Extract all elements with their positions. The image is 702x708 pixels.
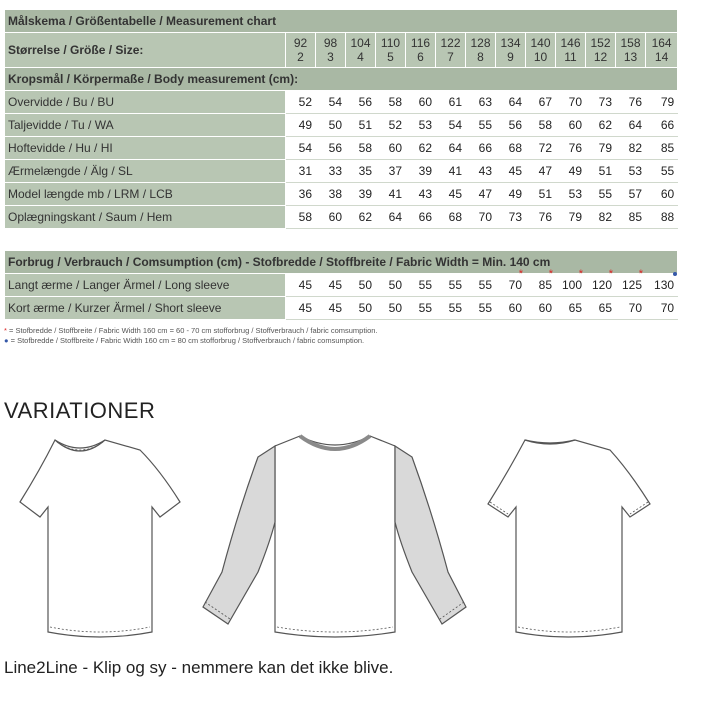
measurement-value: 62 xyxy=(586,114,616,137)
fabric-value xyxy=(436,297,466,320)
measurement-value: 79 xyxy=(586,137,616,160)
size-cm: 164 xyxy=(651,36,672,50)
measurement-value: 38 xyxy=(316,183,346,206)
measurement-value: 53 xyxy=(406,114,436,137)
measurement-value: 82 xyxy=(616,137,646,160)
measurement-value: 45 xyxy=(436,183,466,206)
fabric-value xyxy=(466,274,496,297)
measurement-value: 61 xyxy=(436,91,466,114)
measurement-value: 37 xyxy=(376,160,406,183)
measurement-value: 58 xyxy=(526,114,556,137)
measurement-value: 79 xyxy=(646,91,678,114)
measurement-value: 85 xyxy=(646,137,678,160)
measurement-value: 49 xyxy=(496,183,526,206)
measurement-row xyxy=(5,114,678,137)
fabric-value xyxy=(376,274,406,297)
measurement-value: 68 xyxy=(436,206,466,229)
size-cm: 98 xyxy=(323,36,338,50)
size-number: 4 xyxy=(357,50,364,64)
size-number: 10 xyxy=(533,50,548,64)
short-sleeve-tee-back xyxy=(488,440,650,637)
measurement-row xyxy=(5,160,678,183)
size-cm: 122 xyxy=(440,36,461,50)
measurement-value: 60 xyxy=(406,91,436,114)
measurement-value: 62 xyxy=(406,137,436,160)
red-star-icon: * xyxy=(578,268,583,280)
fabric-value-text: 45 xyxy=(328,278,342,292)
fabric-value-text: 120 xyxy=(591,278,612,292)
fabric-value xyxy=(586,297,616,320)
fabric-value-text: 45 xyxy=(298,278,312,292)
fabric-value-text: 50 xyxy=(358,301,372,315)
short-sleeve-tee-front xyxy=(20,440,180,637)
measurement-value: 60 xyxy=(376,137,406,160)
size-cm: 128 xyxy=(470,36,491,50)
fabric-value-text: 125 xyxy=(621,278,642,292)
size-cm: 152 xyxy=(590,36,611,50)
fabric-value-text: 50 xyxy=(388,278,402,292)
size-column-header xyxy=(466,33,496,68)
dot-symbol: ● xyxy=(4,336,9,345)
measurement-value: 36 xyxy=(286,183,316,206)
size-column-header xyxy=(376,33,406,68)
measurement-value: 55 xyxy=(586,183,616,206)
tagline: Line2Line - Klip og sy - nemmere kan det ikke blive. xyxy=(4,658,394,677)
measurement-value: 51 xyxy=(346,114,376,137)
star-symbol: * xyxy=(4,326,7,335)
measurement-value: 76 xyxy=(616,91,646,114)
fabric-consumption-chart xyxy=(4,250,678,320)
measurement-value: 73 xyxy=(496,206,526,229)
fabric-row-label: Kort ærme / Kurzer Ärmel / Short sleeve xyxy=(5,297,286,320)
measurement-value: 51 xyxy=(586,160,616,183)
measurement-value: 63 xyxy=(466,91,496,114)
fabric-value xyxy=(646,297,678,320)
measurement-chart xyxy=(4,9,678,229)
fabric-value-text: 70 xyxy=(660,301,675,315)
fabric-value xyxy=(526,268,556,297)
fabric-value xyxy=(616,297,646,320)
measurement-value: 55 xyxy=(646,160,678,183)
size-number: 11 xyxy=(564,50,577,64)
size-cm: 92 xyxy=(293,36,308,50)
fabric-value-text: 45 xyxy=(298,301,312,315)
measurement-value: 82 xyxy=(586,206,616,229)
measurement-value: 39 xyxy=(346,183,376,206)
measurement-row-label: Model længde mb / LRM / LCB xyxy=(5,183,286,206)
measurement-value: 66 xyxy=(466,137,496,160)
fabric-value xyxy=(436,274,466,297)
fabric-value xyxy=(346,297,376,320)
size-column-header xyxy=(496,33,526,68)
fabric-value-text: 60 xyxy=(508,301,522,315)
size-cm: 134 xyxy=(500,36,521,50)
size-column-header xyxy=(646,33,678,68)
measurement-value: 49 xyxy=(556,160,586,183)
measurement-value: 53 xyxy=(556,183,586,206)
long-sleeve-tee-contrast-sleeves xyxy=(203,436,466,637)
size-number: 3 xyxy=(327,50,334,64)
fabric-value xyxy=(286,297,316,320)
measurement-value: 68 xyxy=(496,137,526,160)
fabric-value xyxy=(616,268,646,297)
fabric-value xyxy=(496,297,526,320)
measurement-value: 52 xyxy=(286,91,316,114)
fabric-value-text: 55 xyxy=(478,278,492,292)
measurement-value: 58 xyxy=(286,206,316,229)
size-number: 8 xyxy=(477,50,484,64)
size-number: 13 xyxy=(623,50,638,64)
fabric-value-text: 50 xyxy=(388,301,402,315)
measurement-value: 70 xyxy=(466,206,496,229)
fabric-row-label: Langt ærme / Langer Ärmel / Long sleeve xyxy=(5,274,286,297)
size-column-header xyxy=(616,33,646,68)
size-cm: 104 xyxy=(350,36,371,50)
measurement-value: 49 xyxy=(286,114,316,137)
garment-illustrations xyxy=(0,432,702,647)
size-column-header xyxy=(286,33,316,68)
measurement-row-label: Taljevidde / Tu / WA xyxy=(5,114,286,137)
fabric-value xyxy=(316,297,346,320)
measurement-value: 33 xyxy=(316,160,346,183)
red-star-icon: * xyxy=(548,268,553,280)
measurement-value: 56 xyxy=(496,114,526,137)
measurement-value: 35 xyxy=(346,160,376,183)
fabric-value xyxy=(556,297,586,320)
measurement-value: 76 xyxy=(526,206,556,229)
fabric-value-text: 50 xyxy=(358,278,372,292)
fabric-chart-title: Forbrug / Verbrauch / Comsumption (cm) - Stofbredde / Stoffbreite / Fabric Width = Min. 140 cm xyxy=(5,251,678,274)
red-star-icon: * xyxy=(638,268,643,280)
measurement-value: 62 xyxy=(346,206,376,229)
size-number: 7 xyxy=(447,50,454,64)
measurement-value: 64 xyxy=(376,206,406,229)
fabric-row xyxy=(5,274,678,297)
measurement-value: 55 xyxy=(466,114,496,137)
measurement-value: 72 xyxy=(526,137,556,160)
measurement-value: 73 xyxy=(586,91,616,114)
size-cm: 140 xyxy=(530,36,551,50)
fabric-value-text: 100 xyxy=(561,278,582,292)
fabric-value xyxy=(586,268,616,297)
fabric-value-text: 130 xyxy=(654,278,675,292)
measurement-row-label: Overvidde / Bu / BU xyxy=(5,91,286,114)
fabric-row xyxy=(5,297,678,320)
measurement-value: 67 xyxy=(526,91,556,114)
measurement-value: 31 xyxy=(286,160,316,183)
measurement-row xyxy=(5,91,678,114)
measurement-value: 56 xyxy=(346,91,376,114)
measurement-value: 50 xyxy=(316,114,346,137)
measurement-value: 88 xyxy=(646,206,678,229)
measurement-value: 66 xyxy=(406,206,436,229)
star-note-text: = Stofbredde / Stoffbreite / Fabric Width 160 cm = 60 - 70 cm stofforbrug / Stoffverbrauch / fabric comsumption. xyxy=(6,326,378,335)
size-column-header xyxy=(436,33,466,68)
measurement-value: 60 xyxy=(646,183,678,206)
fabric-value-text: 65 xyxy=(568,301,582,315)
measurement-value: 51 xyxy=(526,183,556,206)
measurement-row xyxy=(5,137,678,160)
size-column-header xyxy=(316,33,346,68)
measurement-value: 45 xyxy=(496,160,526,183)
measurement-value: 43 xyxy=(406,183,436,206)
measurement-value: 56 xyxy=(316,137,346,160)
fabric-value-text: 55 xyxy=(448,278,462,292)
measurement-value: 47 xyxy=(466,183,496,206)
size-column-header xyxy=(526,33,556,68)
fabric-value-text: 55 xyxy=(418,301,432,315)
fabric-value-text: 70 xyxy=(628,301,642,315)
measurement-value: 66 xyxy=(646,114,678,137)
fabric-value xyxy=(556,268,586,297)
fabric-value-text: 70 xyxy=(508,278,522,292)
measurement-row xyxy=(5,206,678,229)
measurement-value: 64 xyxy=(616,114,646,137)
red-star-icon: * xyxy=(608,268,613,280)
measurement-value: 64 xyxy=(436,137,466,160)
size-number: 12 xyxy=(593,50,608,64)
measurement-row xyxy=(5,183,678,206)
measurement-value: 53 xyxy=(616,160,646,183)
measurement-value: 54 xyxy=(316,91,346,114)
measurement-value: 58 xyxy=(376,91,406,114)
size-column-header xyxy=(556,33,586,68)
fabric-value-text: 60 xyxy=(538,301,552,315)
measurement-row-label: Ærmelængde / Älg / SL xyxy=(5,160,286,183)
size-number: 2 xyxy=(297,50,304,64)
measurement-value: 47 xyxy=(526,160,556,183)
measurement-value: 54 xyxy=(436,114,466,137)
fabric-value xyxy=(316,274,346,297)
measurement-value: 57 xyxy=(616,183,646,206)
measurement-value: 64 xyxy=(496,91,526,114)
fabric-value-text: 65 xyxy=(598,301,612,315)
measurement-value: 43 xyxy=(466,160,496,183)
footnotes xyxy=(4,326,378,346)
fabric-value-text: 45 xyxy=(328,301,342,315)
measurement-value: 70 xyxy=(556,91,586,114)
measurement-row-label: Oplægningskant / Saum / Hem xyxy=(5,206,286,229)
size-cm: 158 xyxy=(620,36,641,50)
fabric-value xyxy=(286,274,316,297)
red-star-icon: * xyxy=(518,268,523,280)
fabric-value-text: 85 xyxy=(538,278,552,292)
measurement-value: 85 xyxy=(616,206,646,229)
fabric-value xyxy=(526,297,556,320)
fabric-value xyxy=(406,274,436,297)
measurement-value: 54 xyxy=(286,137,316,160)
measurement-value: 41 xyxy=(436,160,466,183)
footnote-dot xyxy=(4,336,378,346)
dot-note-text: = Stofbredde / Stoffbreite / Fabric Width 160 cm = 80 cm stofforbrug / Stoffverbrauch / fabric comsumption. xyxy=(8,336,365,345)
size-number: 14 xyxy=(654,50,669,64)
size-number: 9 xyxy=(507,50,514,64)
fabric-value-text: 55 xyxy=(418,278,432,292)
size-column-header xyxy=(406,33,436,68)
body-measurement-header: Kropsmål / Körpermaße / Body measurement (cm): xyxy=(5,68,678,91)
size-column-header xyxy=(586,33,616,68)
size-label: Størrelse / Größe / Size: xyxy=(5,33,286,68)
measurement-row-label: Hoftevidde / Hu / HI xyxy=(5,137,286,160)
variations-title: VARIATIONER xyxy=(4,398,156,423)
measurement-value: 58 xyxy=(346,137,376,160)
size-cm: 110 xyxy=(380,36,401,50)
size-number: 5 xyxy=(387,50,394,64)
blue-dot-icon xyxy=(673,272,677,276)
measurement-value: 52 xyxy=(376,114,406,137)
measurement-value: 41 xyxy=(376,183,406,206)
measurement-chart-title: Målskema / Größentabelle / Measurement chart xyxy=(5,10,678,33)
measurement-value: 39 xyxy=(406,160,436,183)
fabric-value xyxy=(646,274,678,297)
fabric-value-text: 55 xyxy=(448,301,462,315)
fabric-value xyxy=(406,297,436,320)
size-cm: 146 xyxy=(560,36,581,50)
measurement-value: 79 xyxy=(556,206,586,229)
size-cm: 116 xyxy=(410,36,431,50)
measurement-value: 60 xyxy=(556,114,586,137)
footnote-star xyxy=(4,326,378,336)
fabric-value-text: 55 xyxy=(478,301,492,315)
fabric-value xyxy=(466,297,496,320)
size-column-header xyxy=(346,33,376,68)
measurement-value: 60 xyxy=(316,206,346,229)
fabric-value xyxy=(346,274,376,297)
measurement-value: 76 xyxy=(556,137,586,160)
fabric-value xyxy=(496,268,526,297)
size-number: 6 xyxy=(417,50,424,64)
fabric-value xyxy=(376,297,406,320)
